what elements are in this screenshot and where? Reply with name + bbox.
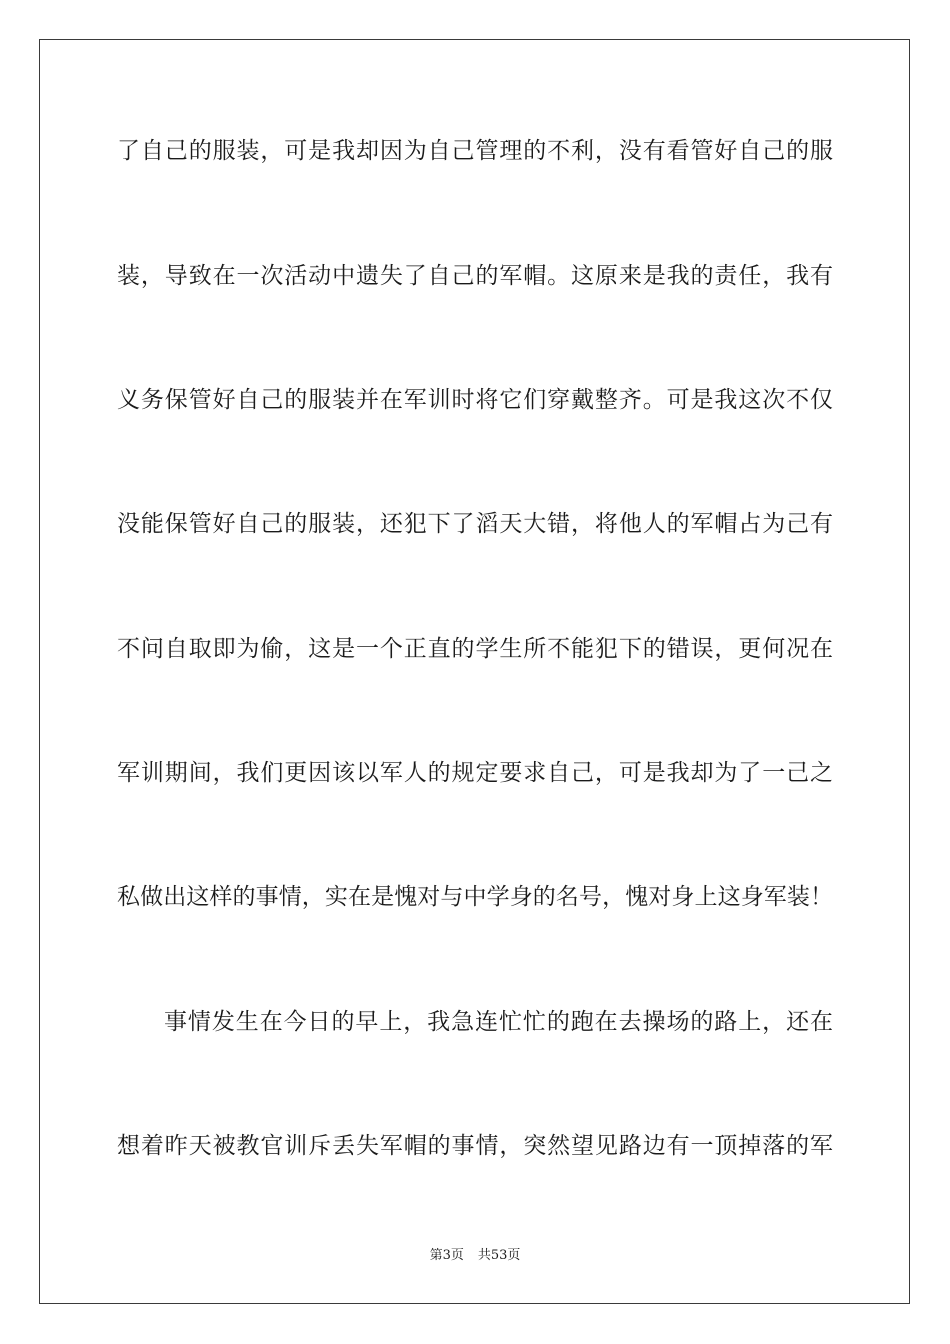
body-text-line-7: 私做出这样的事情，实在是愧对与中学身的名号，愧对身上这身军装！ [117, 884, 833, 910]
body-text-line-9: 想着昨天被教官训斥丢失军帽的事情，突然望见路边有一顶掉落的军 [117, 1133, 833, 1159]
body-text-line-2: 装，导致在一次活动中遗失了自己的军帽。这原来是我的责任，我有 [117, 263, 833, 289]
page-border [39, 39, 910, 1304]
body-text-line-1: 了自己的服装，可是我却因为自己管理的不利，没有看管好自己的服 [117, 138, 833, 164]
page-total: 共53页 [477, 1248, 521, 1263]
body-text-line-5: 不问自取即为偷，这是一个正直的学生所不能犯下的错误，更何况在 [117, 636, 833, 662]
body-text-line-6: 军训期间，我们更因该以军人的规定要求自己，可是我却为了一己之 [117, 760, 833, 786]
page-number: 第3页 [429, 1248, 464, 1263]
paragraph-start-line: 事情发生在今日的早上，我急连忙忙的跑在去操场的路上，还在 [164, 1009, 833, 1035]
body-text-line-3: 义务保管好自己的服装并在军训时将它们穿戴整齐。可是我这次不仅 [117, 387, 833, 413]
body-text-line-4: 没能保管好自己的服装，还犯下了滔天大错，将他人的军帽占为己有 [117, 511, 833, 537]
page-footer [0, 1246, 950, 1266]
